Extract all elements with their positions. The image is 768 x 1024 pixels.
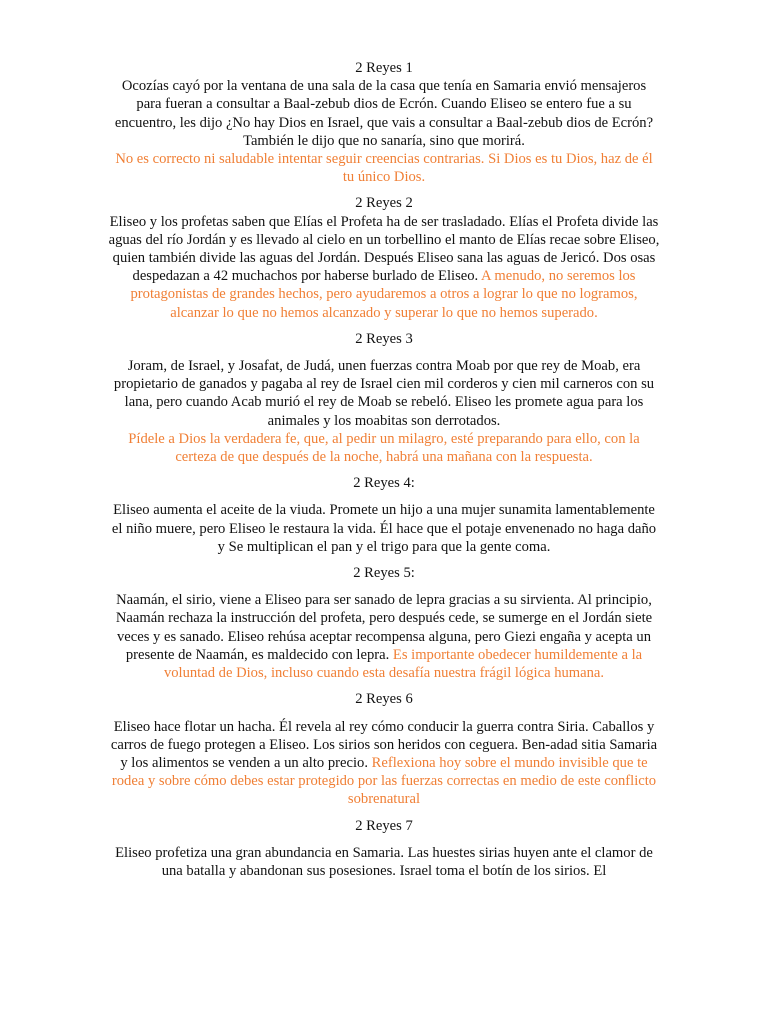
section-body [108, 591, 660, 682]
section-text: Eliseo y los profetas saben que Elías el Profeta ha de ser trasladado. Elías el Profeta divide las aguas del río Jordán y es llevado al cielo en un torbellino el manto de Elías recae sobre Eliseo, quien también divide las aguas del Jordán. Después Eliseo sana las aguas de Jericó. Dos osas despedazan a 42 muchachos por haberse burlado de Eliseo. [108, 213, 660, 285]
section-heading: 2 Reyes 6 [355, 691, 413, 708]
section-text: Joram, de Israel, y Josafat, de Judá, unen fuerzas contra Moab por que rey de Moab, era propietario de ganados y pagaba al rey de Israel cien mil corderos y cien mil carneros con su lana, pero cuando Acab murió el rey de Moab se rebeló. Eliseo les promete agua para los animales y los moabitas son derrotados. [113, 358, 655, 429]
section-reflection: Es importante obedecer humildemente a la voluntad de Dios, incluso cuando esta desafía nuestra frágil lógica humana. [163, 646, 643, 682]
section-text: Ocozías cayó por la ventana de una sala de la casa que tenía en Samaria envió mensajeros para fueran a consultar a Baal-zebub dios de Ecrón. Cuando Eliseo se entero fue a su encuentro, les dijo ¿No hay Dios en Israel, que vais a consultar a Baal-zebub dios de Ecrón? También le dijo que no sanaría, sino que morirá. [114, 78, 654, 149]
section-body [108, 213, 660, 322]
document-page [108, 59, 660, 880]
section-heading: 2 Reyes 2 [355, 195, 413, 212]
section-reflection: No es correcto ni saludable intentar seguir creencias contrarias. Si Dios es tu Dios, haz de él tu único Dios. [115, 151, 653, 186]
section-heading: 2 Reyes 4: [353, 475, 415, 492]
section-text: Eliseo hace flotar un hacha. Él revela al rey cómo conducir la guerra contra Siria. Caballos y carros de fuego protegen a Eliseo. Los sirios son heridos con ceguera. Ben-adad sitia Samaria y los alimentos se venden a un alto precio. [110, 718, 658, 771]
section-body [108, 357, 660, 466]
section-body [108, 77, 660, 186]
section-text: Eliseo profetiza una gran abundancia en Samaria. Las huestes sirias huyen ante el clamor de una batalla y abandonan sus posesiones. Israel toma el botín de los sirios. El [115, 844, 653, 879]
section-body [108, 501, 660, 556]
section-heading: 2 Reyes 1 [355, 60, 413, 76]
section-reflection: A menudo, no seremos los protagonistas de grandes hechos, pero ayudaremos a otros a lograr lo que no logramos, alcanzar lo que no hemos alcanzado y superar lo que no hemos superado. [130, 268, 638, 321]
section-text: Eliseo aumenta el aceite de la viuda. Promete un hijo a una mujer sunamita lamentablemente el niño muere, pero Eliseo le restaura la vida. Él hace que el potaje envenenado no haga daño y Se multiplican el pan y el trigo para que la gente coma. [111, 502, 657, 555]
section-reflection: Reflexiona hoy sobre el mundo invisible que te rodea y sobre cómo debes estar protegido por las fuerzas correctas en medio de este conflicto sobrenatural [111, 754, 657, 808]
section-text: Naamán, el sirio, viene a Eliseo para ser sanado de lepra gracias a su sirvienta. Al principio, Naamán rechaza la instrucción del profeta, pero después cede, se sumerge en el Jordán siete veces y es sanado. Eliseo rehúsa aceptar recompensa alguna, pero Giezi engaña y acepta un presente de Naamán, es maldecido con lepra. [115, 592, 653, 663]
section-heading: 2 Reyes 3 [355, 330, 413, 347]
section-heading: 2 Reyes 5: [353, 565, 415, 582]
section-reflection: Pídele a Dios la verdadera fe, que, al pedir un milagro, esté preparando para ello, con la certeza de que después de la noche, habrá una mañana con la respuesta. [128, 430, 640, 466]
section-heading: 2 Reyes 7 [355, 817, 413, 834]
section-body [108, 844, 660, 880]
section-body [108, 718, 660, 809]
